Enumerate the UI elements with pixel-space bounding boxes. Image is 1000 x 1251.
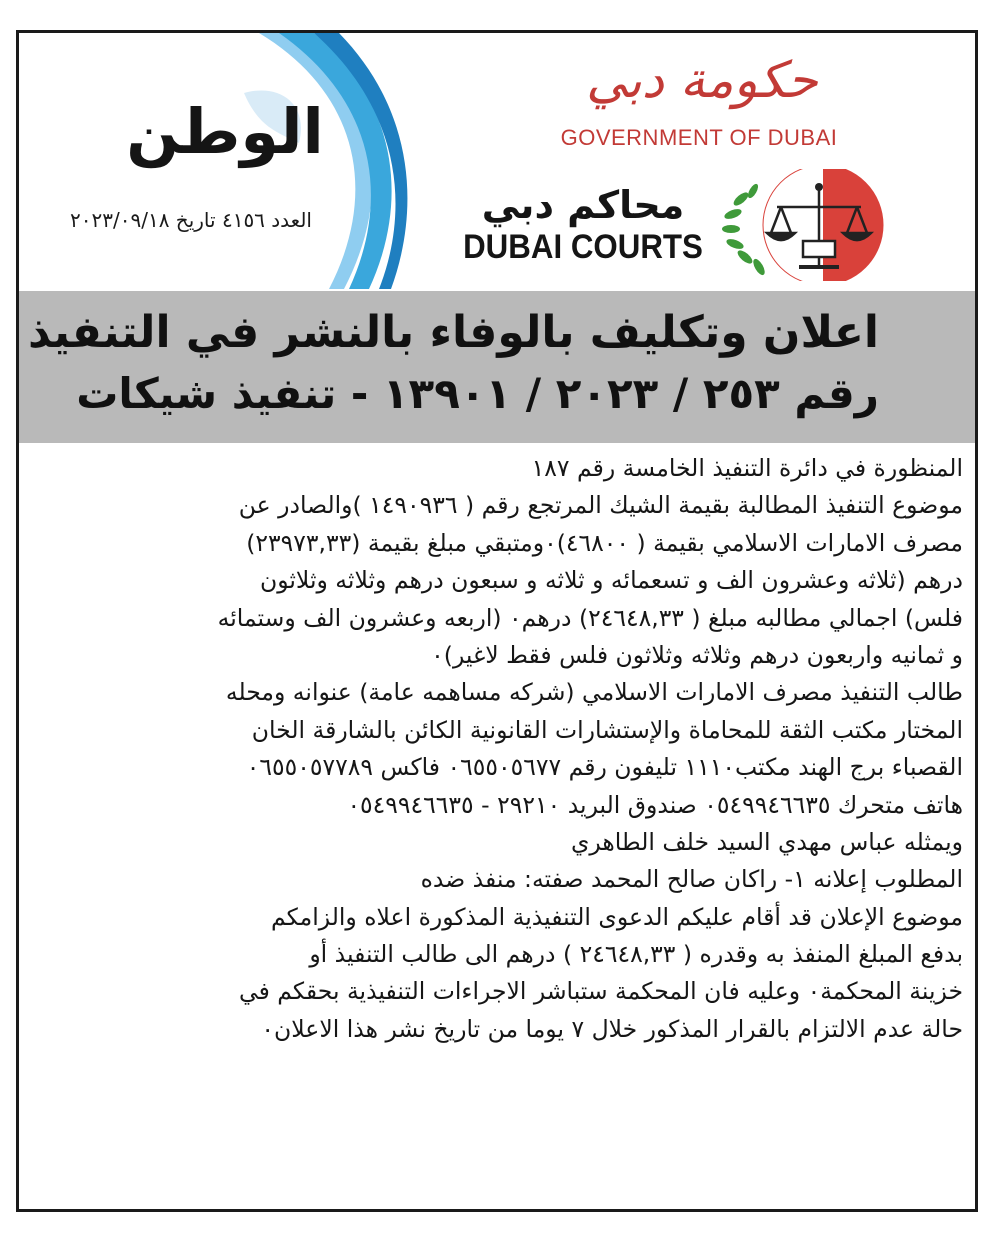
- issue-date-line: العدد ٤١٥٦ تاريخ ٢٠٢٣/٠٩/١٨: [70, 208, 312, 232]
- case-number-line: رقم ٢٥٣ / ٢٠٢٣ / ١٣٩٠١ - تنفيذ شيكات: [76, 369, 879, 418]
- courts-name-english: DUBAI COURTS: [463, 228, 703, 266]
- body-line: ويمثله عباس مهدي السيد خلف الطاهري: [571, 827, 963, 856]
- newspaper-logo: الوطن: [126, 95, 324, 168]
- header: [19, 33, 975, 289]
- body-line: طالب التنفيذ مصرف الامارات الاسلامي (شركه مساهمه عامة) عنوانه ومحله: [225, 678, 963, 707]
- body-line: موضوع الإعلان قد أقام عليكم الدعوى التنفيذية المذكورة اعلاه والزامكم: [271, 902, 963, 931]
- body-line: حالة عدم الالتزام بالقرار المذكور خلال ٧ يوما من تاريخ نشر هذا الاعلان٠: [261, 1014, 963, 1043]
- body-line: فلس) اجمالي مطالبه مبلغ ( ٢٤٦٤٨,٣٣) درهم٠ (اربعه وعشرون الف وستمائه: [217, 603, 963, 632]
- body-line: خزينة المحكمة٠ وعليه فان المحكمة ستباشر الاجراءات التنفيذية بحقكم في: [238, 977, 963, 1006]
- announcement-title: اعلان وتكليف بالوفاء بالنشر في التنفيذ: [27, 307, 879, 358]
- courts-name-arabic: محاكم دبي: [481, 183, 685, 227]
- body-line: مصرف الامارات الاسلامي بقيمة ( ٤٦٨٠٠)٠ومتبقي مبلغ بقيمة (٢٣٩٧٣,٣٣): [246, 528, 963, 557]
- title-band: [19, 291, 975, 443]
- courts-emblem-icon: [711, 169, 933, 281]
- body-line: المطلوب إعلانه ١- راكان صالح المحمد صفته: منفذ ضده: [420, 865, 963, 894]
- body-line: موضوع التنفيذ المطالبة بقيمة الشيك المرتجع رقم ( ١٤٩٠٩٣٦ )والصادر عن: [238, 491, 963, 520]
- body-line: درهم (ثلاثه وعشرون الف و تسعمائه و ثلاثه و سبعون درهم وثلاثه وثلاثون: [259, 566, 963, 595]
- announcement-body: [35, 450, 963, 1048]
- body-line: هاتف متحرك ٠٥٤٩٩٤٦٦٣٥ صندوق البريد ٢٩٢١٠ - ٠٥٤٩٩٤٦٦٣٥: [347, 790, 963, 819]
- body-line: المختار مكتب الثقة للمحاماة والإستشارات القانونية الكائن بالشارقة الخان: [251, 715, 963, 744]
- government-logo-arabic: حكومة دبي: [586, 51, 818, 109]
- body-line: المنظورة في دائرة التنفيذ الخامسة رقم ١٨٧: [531, 454, 963, 482]
- body-line: القصباء برج الهند مكتب١١١٠ تليفون رقم ٠٦٥٥٠٥٦٧٧ فاكس ٠٦٥٥٠٥٧٧٨٩: [246, 753, 963, 782]
- body-line: بدفع المبلغ المنفذ به وقدره ( ٢٤٦٤٨,٣٣ ) درهم الى طالب التنفيذ أو: [309, 940, 963, 969]
- body-line: و ثمانيه واربعون درهم وثلاثه وثلاثون فلس فقط لاغير)٠: [431, 640, 963, 669]
- announcement-frame: [16, 30, 978, 1212]
- government-logo-english: GOVERNMENT OF DUBAI: [560, 125, 838, 150]
